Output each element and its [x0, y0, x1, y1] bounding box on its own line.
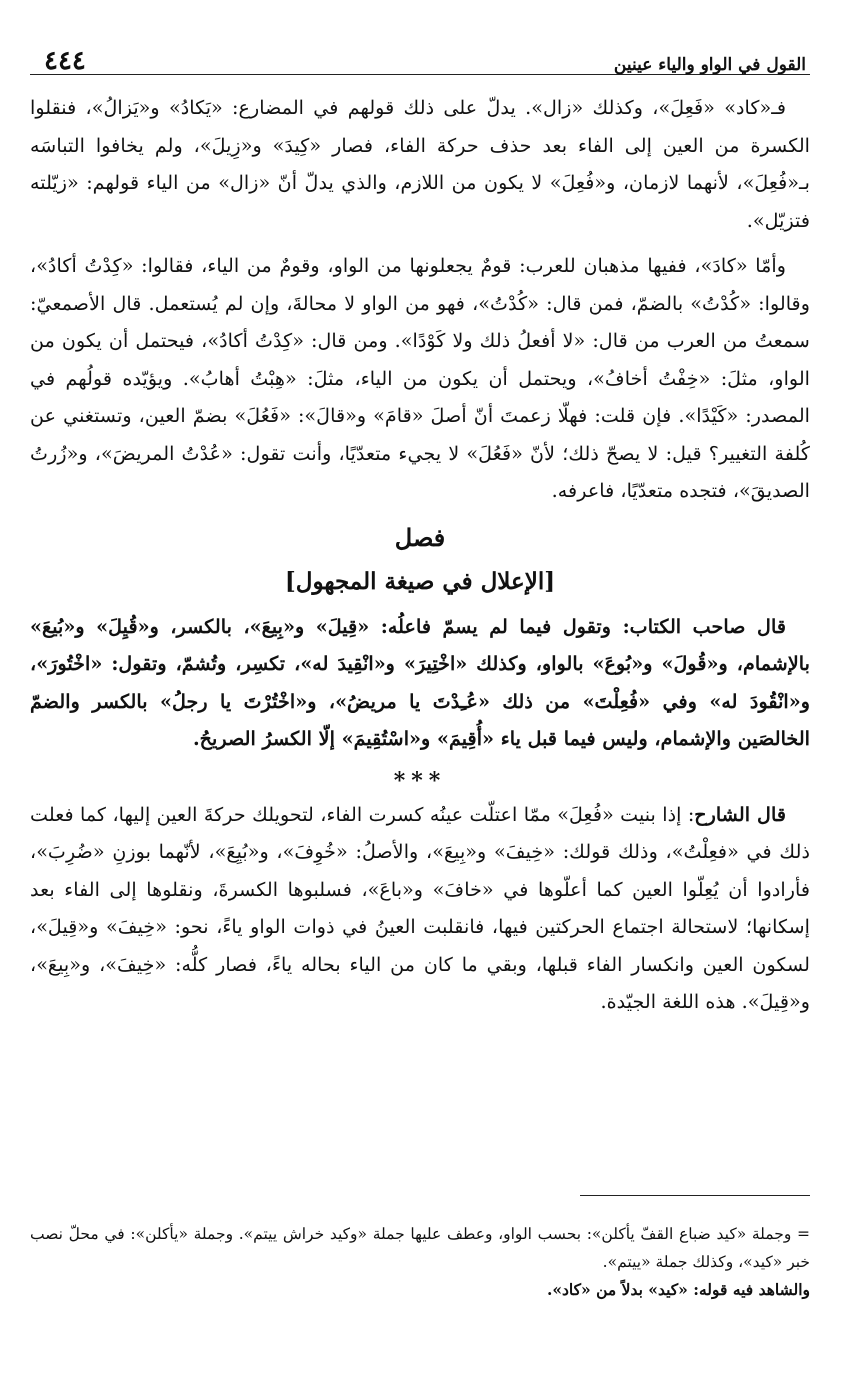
- footnote-line: = وجملة «كيد ضباع القفّ يأكلن»: بحسب الواو، وعطف عليها جملة «وكيد خراش ييتم». وجملة «يأكلن»: في محلّ نصب خبر «كيد»، وكذلك جملة «ييتم».: [30, 1225, 810, 1271]
- paragraph-1: فـ«كاد» «فَعِلَ»، وكذلك «زال». يدلّ على ذلك قولهم في المضارع: «يَكادُ» و«يَزالُ»، فنقلوا الكسرة من العين إلى الفاء بعد حذف حركة الفاء، فصار «كِيدَ» و«زِيلَ»، ولم يخافوا التباسَه بـ«فُعِلَ»، لأنهما لازمان، و«فُعِلَ» لا يكون من اللازم، والذي يدلّ أنّ «زال» من الياء قولهم: «زيّلته فتزيّل».: [30, 96, 810, 232]
- asterisk-separator: ***: [393, 767, 447, 794]
- paragraph-2: وأمّا «كادَ»، ففيها مذهبان للعرب: قومٌ يجعلونها من الواو، وقومٌ من الياء، فقالوا: «كِدْتُ أكادُ»، وقالوا: «كُدْتُ» بالضمّ، فمن قال: «كُدْتُ»، فهو من الواو لا محالةَ، وإن لم يُستعمل. قال الأصمعيّ: سمعتُ من العرب من قال: «لا أفعلُ ذلك ولا كَوْدًا». ومن قال: «كِدْتُ أكادُ»، فيحتمل أن يكون من الواو، مثلَ: «خِفْتُ أخافُ»، ويحتمل أن يكون من الياء، مثلَ: «هِبْتُ أهابُ». ويؤيّده قولُهم في المصدر: «كَيْدًا». فإن قلت: فهلّا زعمتَ أنّ أصلَ «قامَ» و«قالَ»: «فَعُلَ» بضمّ العين، وتستغني عن كُلفة التغيير؟ قيل: لا يصحّ ذلك؛ لأنّ «فَعُلَ» لا يجيء متعدّيًا، وأنت تقول: «عُدْتُ المريضَ»، و«زُرتُ الصديقَ»، فتجده متعدّيًا، فاعرفه.: [30, 254, 810, 502]
- section-title: فصل: [394, 522, 446, 552]
- commentary-text: : إذا بنيت «فُعِلَ» ممّا اعتلّت عينُه كسرت الفاء، لتحويلك حركةَ العين إليها، كما فعلت ذلك في «فعِلْتُ»، وذلك قولك: «خِيفَ» و«بِيعَ»، والأصلُ: «خُوِفَ»، و«بُيِعَ»، لأنّهما بوزنِ «ضُرِبَ»، فأرادوا أن يُعِلّوا العين كما أعلّوها في «خافَ» و«باعَ»، فسلبوها الكسرةَ، ونقلوها إلى الفاء بعد إسكانها؛ لاستحالة اجتماع الحركتين فيها، فانقلبت العينُ في ذوات الواو ياءً، نحو: «خِيفَ» و«قِيلَ»، لسكون العين وانكسار الفاء قبلها، وبقي ما كان من الياء بحاله ياءً، فصار كلُّه: «خِيفَ»، و«بِيعَ»، و«قِيلَ». هذه اللغة الجيّدة.: [30, 802, 810, 1013]
- page-header: [30, 40, 810, 75]
- section-subtitle: [الإعلال في صيغة المجهول]: [284, 567, 556, 595]
- page-number: ٤٤٤: [44, 46, 86, 76]
- matn-paragraph: قال صاحب الكتاب: وتقول فيما لم يسمّ فاعلُه: «قِيلَ» و«بِيعَ»، بالكسر، و«قُيِلَ» و«بُيعَ» بالإشمام، و«قُولَ» و«بُوعَ» بالواو، وكذلك «اخْتِيرَ» و«انْقِيدَ له»، تكسِر، وتُشمّ، وتقول: «اخْتُورَ»، و«انْقُودَ له» وفي «فُعِلْتَ» من ذلك «عُـِدْتَ يا مريضُ»، و«اخْتُرْتَ يا رجلُ» بالكسر والضمّ الخالصَين والإشمام، وليس فيما قبل ياء «أُقِيمَ» و«اسْتُقِيمَ» إلّا الكسرُ الصريحُ.: [30, 614, 810, 750]
- running-title: القول في الواو والياء عينين: [613, 55, 806, 75]
- footnote-line: والشاهد فيه قوله: «كيد» بدلاً من «كاد».: [546, 1280, 810, 1299]
- footnotes: [30, 1220, 810, 1304]
- commentary-label: قال الشارح: [694, 802, 786, 826]
- main-text: [30, 89, 810, 1021]
- footnote-divider: [580, 1195, 810, 1196]
- commentary-paragraph: [30, 796, 810, 1021]
- book-page: [30, 40, 810, 1350]
